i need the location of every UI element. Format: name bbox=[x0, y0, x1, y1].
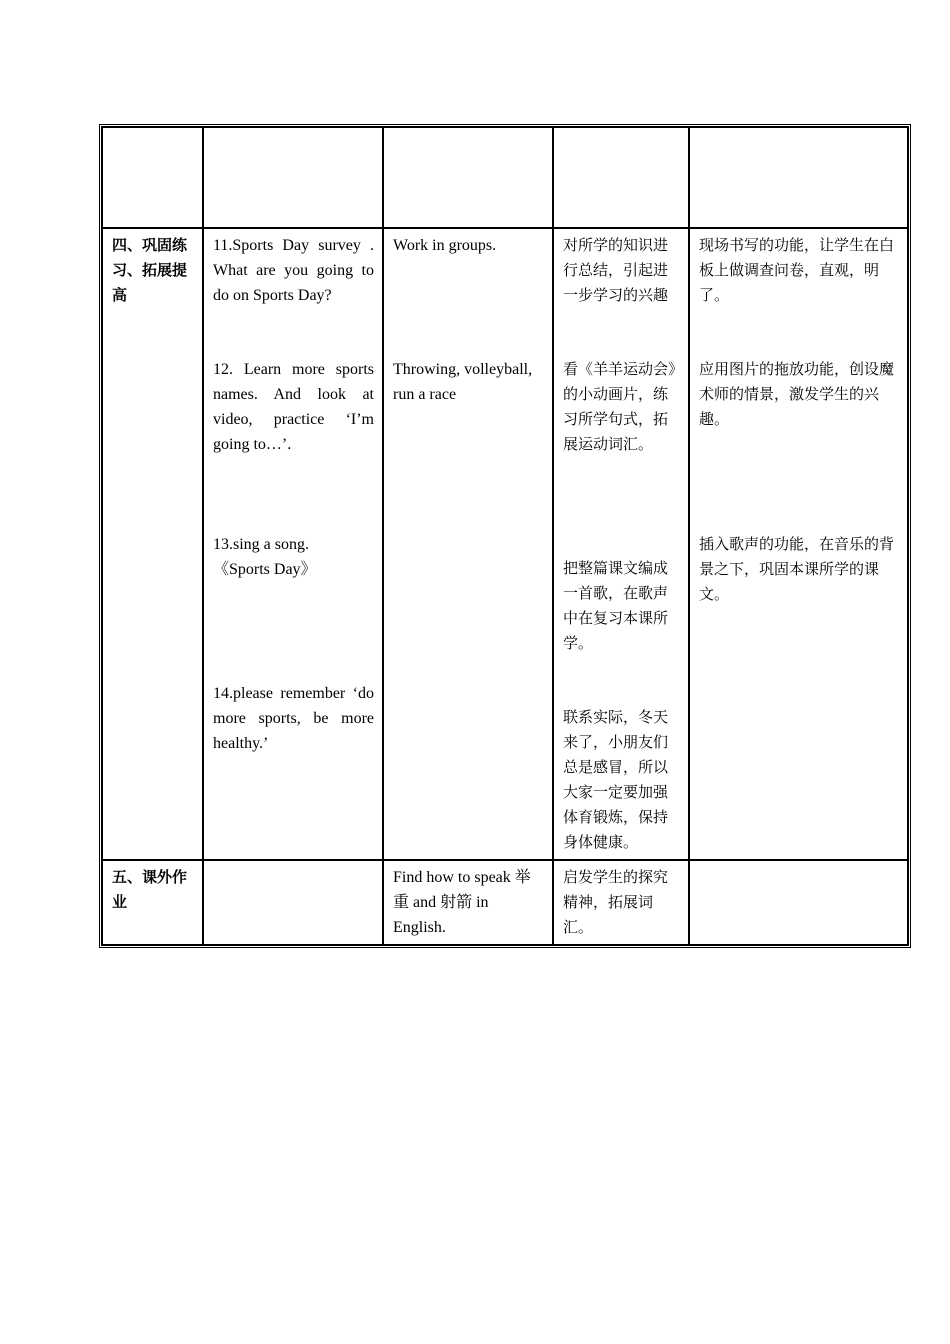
method-text: Work in groups. bbox=[393, 237, 497, 254]
activity-cell-consolidation bbox=[203, 228, 383, 860]
intent-cell-consolidation bbox=[553, 228, 689, 860]
method-cell-empty bbox=[383, 127, 553, 228]
song-title: 《Sports Day》 bbox=[213, 561, 317, 578]
intent-text: 启发学生的探究精神，拓展词汇。 bbox=[563, 868, 669, 936]
lesson-plan-table-wrapper bbox=[99, 124, 905, 948]
table-row-empty bbox=[102, 127, 908, 228]
stage-cell-homework bbox=[102, 860, 203, 945]
activity-text: 13.sing a song. bbox=[213, 536, 309, 553]
stage-cell-empty bbox=[102, 127, 203, 228]
table-row-consolidation bbox=[102, 228, 908, 860]
activity-text: 14.please remember ‘do more sports, be more healthy.’ bbox=[213, 685, 374, 752]
activity-text: 12. Learn more sports names. And look at video, practice ‘I’m going to…’. bbox=[213, 361, 374, 453]
intent-text: 看《羊羊运动会》的小动画片，练习所学句式，拓展运动词汇。 bbox=[563, 360, 676, 453]
intent-text: 把整篇课文编成一首歌，在歌声中在复习本课所学。 bbox=[563, 559, 669, 652]
activity-cell-empty bbox=[203, 127, 383, 228]
tech-cell-empty bbox=[689, 127, 908, 228]
method-text: Throwing, volleyball, run a race bbox=[393, 361, 533, 403]
activity-text: 11.Sports Day survey . What are you going to do on Sports Day? bbox=[213, 237, 374, 304]
stage-label: 四、巩固练习、拓展提高 bbox=[112, 236, 188, 304]
intent-text: 联系实际，冬天来了，小朋友们总是感冒，所以大家一定要加强体育锻炼，保持身体健康。 bbox=[563, 708, 669, 851]
lesson-plan-table bbox=[99, 124, 911, 948]
tech-cell-homework bbox=[689, 860, 908, 945]
intent-cell-empty bbox=[553, 127, 689, 228]
method-text: Find how to speak 举重 and 射箭 in English. bbox=[393, 869, 531, 936]
tech-text: 现场书写的功能，让学生在白板上做调查问卷，直观，明了。 bbox=[699, 236, 895, 304]
intent-text: 对所学的知识进行总结，引起进一步学习的兴趣 bbox=[563, 236, 669, 304]
stage-label: 五、课外作业 bbox=[112, 868, 188, 911]
intent-cell-homework bbox=[553, 860, 689, 945]
method-cell-consolidation bbox=[383, 228, 553, 860]
tech-text: 插入歌声的功能，在音乐的背景之下，巩固本课所学的课文。 bbox=[699, 535, 895, 603]
method-cell-homework bbox=[383, 860, 553, 945]
tech-cell-consolidation bbox=[689, 228, 908, 860]
stage-cell-consolidation bbox=[102, 228, 203, 860]
activity-cell-homework bbox=[203, 860, 383, 945]
table-row-homework bbox=[102, 860, 908, 945]
tech-text: 应用图片的拖放功能，创设魔术师的情景，激发学生的兴趣。 bbox=[699, 360, 895, 428]
